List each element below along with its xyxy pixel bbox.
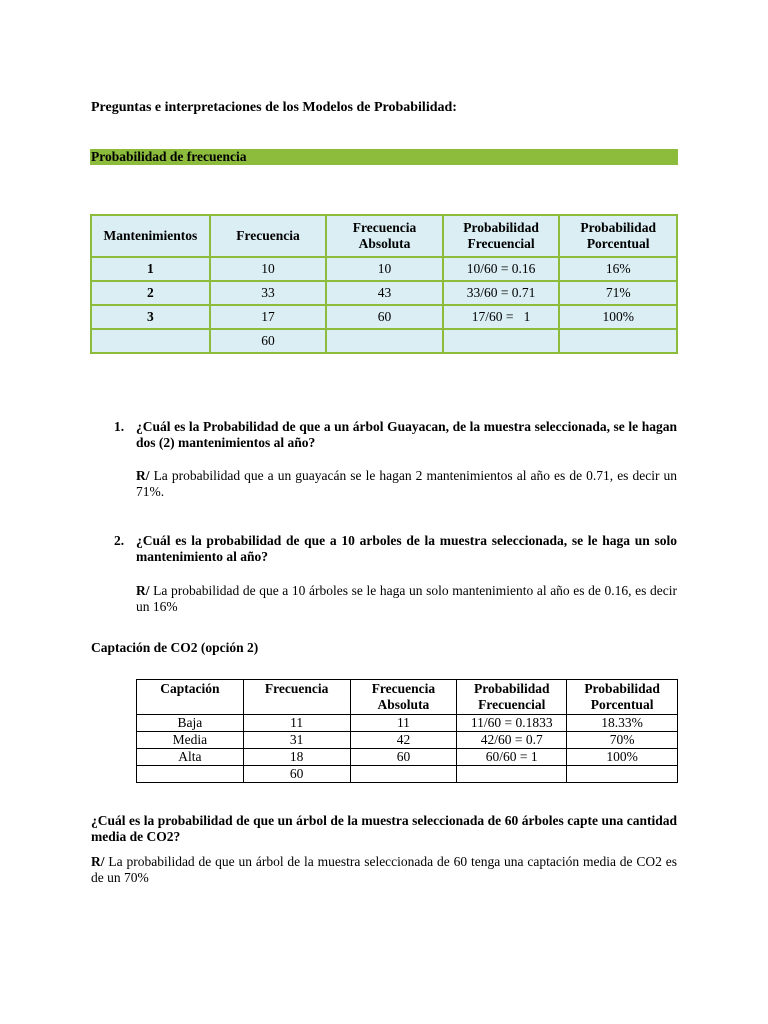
table-header: Probabilidad Porcentual	[567, 680, 678, 715]
table-cell: Media	[137, 732, 244, 749]
question-text: ¿Cuál es la probabilidad de que a 10 arboles de la muestra seleccionada, se le haga un solo mantenimiento al año?	[136, 533, 677, 564]
table-cell: 16%	[559, 257, 677, 281]
answer-prefix: R/	[136, 468, 150, 483]
table-cell: 1	[91, 257, 210, 281]
table-cell: 18	[243, 749, 350, 766]
table-cell	[350, 766, 457, 783]
table-cell: 17/60 = 1	[443, 305, 560, 329]
answer	[136, 583, 677, 615]
question-number: 2.	[114, 533, 125, 548]
question-text: ¿Cuál es la probabilidad de que un árbol de la muestra seleccionada de 60 árboles capte una cantidad media de CO2?	[91, 813, 677, 844]
table-cell: 60	[243, 766, 350, 783]
table-cell: 10/60 = 0.16	[443, 257, 560, 281]
table-cell: 3	[91, 305, 210, 329]
table-header: Probabilidad Porcentual	[559, 215, 677, 257]
table-header: Frecuencia	[243, 680, 350, 715]
table-row	[91, 329, 677, 353]
table-cell: 33	[210, 281, 327, 305]
page-heading: Preguntas e interpretaciones de los Modelos de Probabilidad:	[91, 100, 457, 115]
question-text: ¿Cuál es la Probabilidad de que a un árbol Guayacan, de la muestra seleccionada, se le hagan dos (2) mantenimientos al año?	[136, 419, 677, 450]
table-cell	[443, 329, 560, 353]
table-cell: 71%	[559, 281, 677, 305]
table-row	[137, 715, 678, 732]
table-cell: 31	[243, 732, 350, 749]
question-number: 1.	[114, 419, 125, 434]
table-cell: 60/60 = 1	[457, 749, 567, 766]
table-header: Mantenimientos	[91, 215, 210, 257]
table-cell: 60	[350, 749, 457, 766]
answer-prefix: R/	[91, 854, 105, 869]
answer	[91, 854, 677, 886]
table-cell: 11	[350, 715, 457, 732]
table-cell	[559, 329, 677, 353]
table-row	[137, 766, 678, 783]
table-row	[91, 305, 677, 329]
table-cell: 2	[91, 281, 210, 305]
table-cell: 33/60 = 0.71	[443, 281, 560, 305]
table-row	[91, 257, 677, 281]
table-header: Frecuencia Absoluta	[326, 215, 443, 257]
answer-text: La probabilidad de que a 10 árboles se le haga un solo mantenimiento al año es de 0.16, es decir un 16%	[136, 583, 677, 614]
table-cell: 42	[350, 732, 457, 749]
table-cell: 60	[326, 305, 443, 329]
section-title-co2: Captación de CO2 (opción 2)	[91, 640, 259, 655]
table-cell: 10	[326, 257, 443, 281]
table-header: Frecuencia	[210, 215, 327, 257]
table-cell: 100%	[567, 749, 678, 766]
table-cell	[457, 766, 567, 783]
table-cell: 10	[210, 257, 327, 281]
table-cell: 43	[326, 281, 443, 305]
maintenance-table	[90, 214, 678, 354]
table-cell: 18.33%	[567, 715, 678, 732]
answer-text: La probabilidad de que un árbol de la muestra seleccionada de 60 tenga una captación media de CO2 es de un 70%	[91, 854, 677, 885]
table-header: Probabilidad Frecuencial	[443, 215, 560, 257]
table-cell: 17	[210, 305, 327, 329]
table-cell: 42/60 = 0.7	[457, 732, 567, 749]
table-header-row	[137, 680, 678, 715]
table-cell	[326, 329, 443, 353]
table-cell: Alta	[137, 749, 244, 766]
table-header: Probabilidad Frecuencial	[457, 680, 567, 715]
table-cell	[91, 329, 210, 353]
table-cell	[567, 766, 678, 783]
answer-prefix: R/	[136, 583, 150, 598]
table-cell: 70%	[567, 732, 678, 749]
table-row	[137, 749, 678, 766]
co2-table	[136, 679, 678, 783]
answer	[136, 468, 677, 500]
table-row	[91, 281, 677, 305]
table-cell: 11/60 = 0.1833	[457, 715, 567, 732]
table-cell	[137, 766, 244, 783]
table-cell: 100%	[559, 305, 677, 329]
table-header: Frecuencia Absoluta	[350, 680, 457, 715]
table-row	[137, 732, 678, 749]
table-header: Captación	[137, 680, 244, 715]
answer-text: La probabilidad que a un guayacán se le hagan 2 mantenimientos al año es de 0.71, es decir un 71%.	[136, 468, 678, 499]
table-cell: 60	[210, 329, 327, 353]
section-title-frequency: Probabilidad de frecuencia	[90, 149, 678, 165]
table-cell: Baja	[137, 715, 244, 732]
table-cell: 11	[243, 715, 350, 732]
table-header-row	[91, 215, 677, 257]
